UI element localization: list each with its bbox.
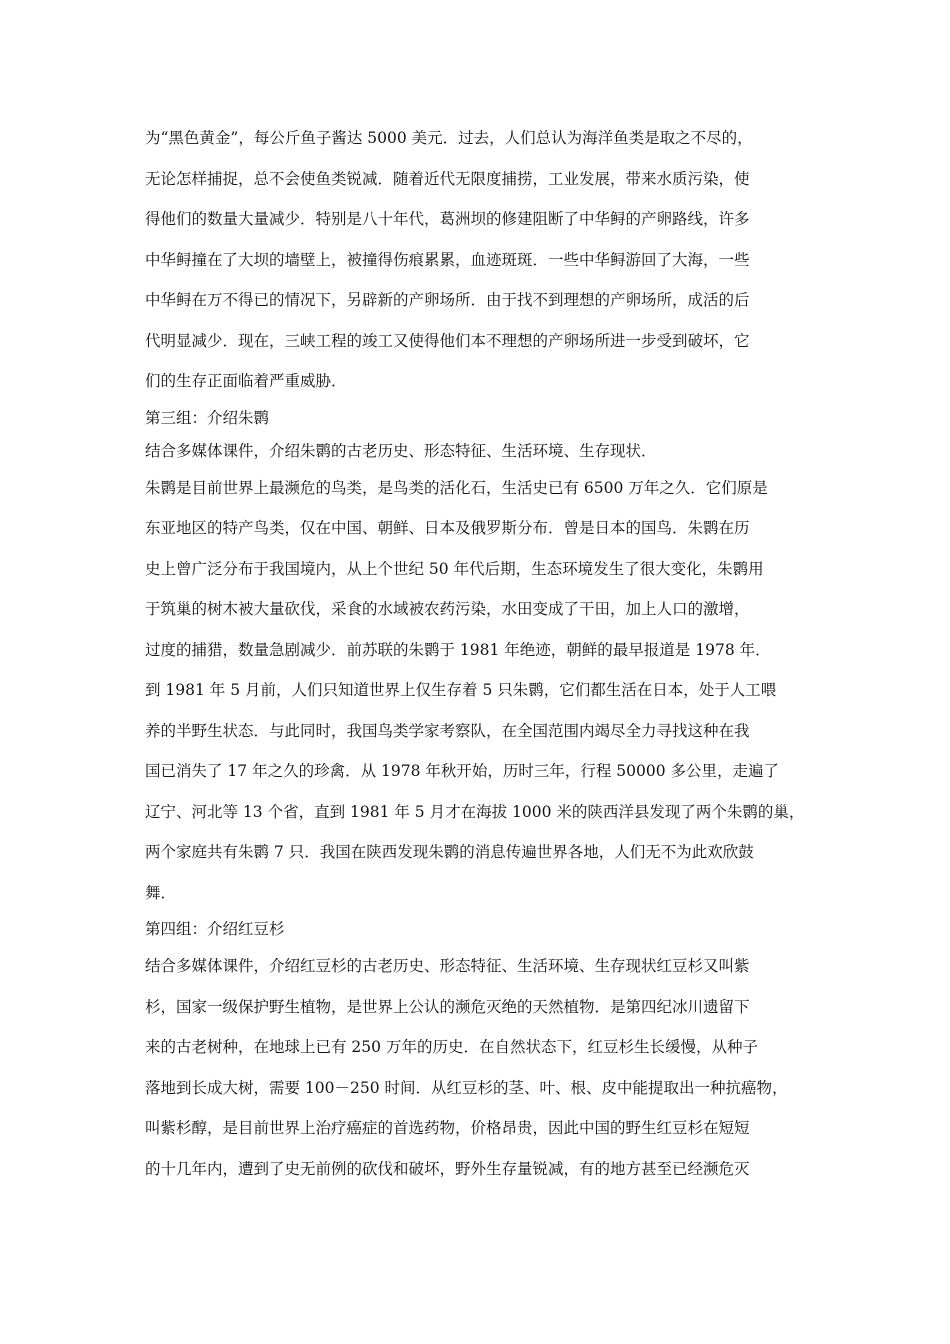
section-heading-group3: 第三组：介绍朱鹮 [145,408,270,427]
text-line: 国已消失了 17 年之久的珍禽．从 1978 年秋开始，历时三年，行程 50000 多公里，走遍了 [145,762,780,780]
text-line: 史上曾广泛分布于我国境内，从上个世纪 50 年代后期，生态环境发生了很大变化，朱鹮用 [145,559,764,578]
text-line: 无论怎样捕捉，总不会使鱼类锐减．随着近代无限度捕捞，工业发展，带来水质污染，使 [145,169,750,188]
text-line: 中华鲟在万不得已的情况下，另辟新的产卵场所．由于找不到理想的产卵场所，成活的后 [145,291,750,309]
text-line: 两个家庭共有朱鹮 7 只．我国在陕西发现朱鹮的消息传遍世界各地，人们无不为此欢欣鼓 [145,843,754,861]
text-line: 叫紫杉醇，是目前世界上治疗癌症的首选药物，价格昂贵，因此中国的野生红豆杉在短短 [145,1119,750,1137]
text-line: 朱鹮是目前世界上最濒危的鸟类，是鸟类的活化石，生活史已有 6500 万年之久．它们原是 [145,478,768,497]
text-line: 结合多媒体课件，介绍红豆杉的古老历史、形态特征、生活环境、生存现状红豆杉又叫紫 [145,957,750,975]
text-line: 的十几年内，遭到了史无前例的砍伐和破坏，野外生存量锐减，有的地方甚至已经濒危灭 [145,1159,750,1178]
section-intro-group3: 结合多媒体课件，介绍朱鹮的古老历史、形态特征、生活环境、生存现状． [145,441,657,460]
text-line: 落地到长成大树，需要 100－250 时间．从红豆杉的茎、叶、根、皮中能提取出一种抗癌物， [145,1078,788,1097]
text-line: 过度的捕猎，数量急剧减少．前苏联的朱鹮于 1981 年绝迹，朝鲜的最早报道是 1978 年． [145,640,771,659]
text-line: 中华鲟撞在了大坝的墙壁上，被撞得伤痕累累，血迹斑斑．一些中华鲟游回了大海，一些 [145,250,750,269]
document-page [145,118,825,1189]
text-line: 代明显减少．现在，三峡工程的竣工又使得他们本不理想的产卵场所进一步受到破坏，它 [145,331,750,350]
text-line: 杉，国家一级保护野生植物，是世界上公认的濒危灭绝的天然植物．是第四纪冰川遗留下 [145,997,750,1016]
text-line: 得他们的数量大量减少．特别是八十年代，葛洲坝的修建阻断了中华鲟的产卵路线，许多 [145,210,750,228]
text-line: 们的生存正面临着严重威胁． [145,372,347,390]
text-line: 东亚地区的特产鸟类，仅在中国、朝鲜、日本及俄罗斯分布．曾是日本的国鸟．朱鹮在历 [145,519,750,537]
text-line: 于筑巢的树木被大量砍伐，采食的水域被农药污染，水田变成了干田，加上人口的激增， [145,600,750,618]
text-line: 舞． [145,883,177,902]
text-line: 养的半野生状态．与此同时，我国鸟类学家考察队，在全国范围内竭尽全力寻找这种在我 [145,721,750,740]
text-line: 辽宁、河北等 13 个省，直到 1981 年 5 月才在海拔 1000 米的陕西洋县发现了两个朱鹮的巢， [145,802,805,821]
text-line: 来的古老树种，在地球上已有 250 万年的历史．在自然状态下，红豆杉生长缓慢，从种子 [145,1038,758,1056]
text-line: 到 1981 年 5 月前，人们只知道世界上仅生存着 5 只朱鹮，它们都生活在日本，处于人工喂 [145,681,777,699]
text-line: 为“黑色黄金”，每公斤鱼子酱达 5000 美元．过去，人们总认为海洋鱼类是取之不尽的， [145,129,753,147]
section-heading-group4: 第四组：介绍红豆杉 [145,920,285,938]
